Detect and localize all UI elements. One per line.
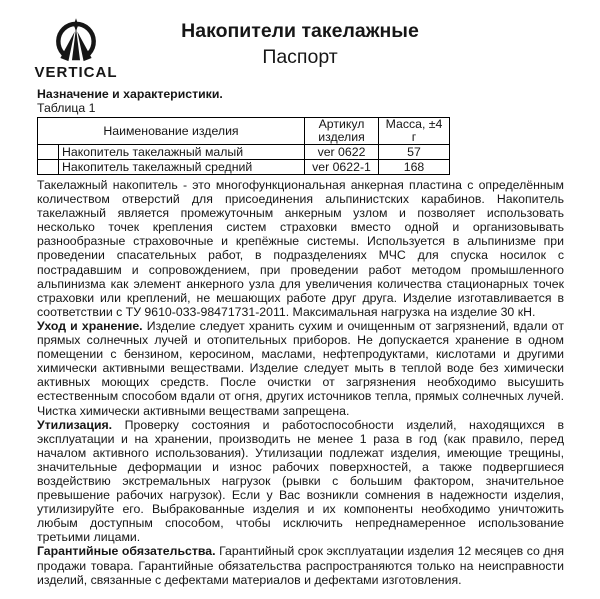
purpose-body: Такелажный накопитель - это многофункциональная анкерная пластина с определённым количеством отверстий для присоединения альпинистских карабинов. Накопитель такелажный является промежуточным анкерным узлом и позволяет использовать несколько точек крепления систем страховки вместо одной и организовывать разнообразные страховочные и крепёжные системы. Используется в альпинизме при проведении спасательных работ, в подразделениях МЧС для спуска носилок с пострадавшим и сопровождением, при проведении работ методом промышленного альпинизма как элемент анкерного узла для увеличения количества стационарных точек страховки или креплений, не мешающих работе друг друга. Изделие изготавливается в соответствии с ТУ 9610-033-98471731-2011. Максимальная нагрузка на изделие 30 кН.	[37, 178, 564, 319]
purpose-paragraph	[37, 178, 564, 319]
brand-name: VERTICAL	[34, 64, 118, 81]
care-body: Изделие следует хранить сухим и очищенным от загрязнений, вдали от прямых солнечных лучей и отопительных приборов. Не допускается хранение в одном помещении с бензином, керосином, маслами, нефтепродуктами, кислотами и другими химически активными веществами. Изделие следует мыть в теплой воде без химически активных моющих средств. После очистки от загрязнения необходимо высушить естественным способом вдали от огня, других источников тепла, прямых солнечных лучей. Чистка химически активными веществами запрещена.	[37, 318, 564, 418]
col-header-mass: Масса, ±4 г	[379, 118, 450, 145]
table-caption: Таблица 1	[37, 101, 96, 115]
product-article: ver 0622	[305, 145, 379, 160]
product-mass: 57	[379, 145, 450, 160]
col-header-name: Наименование изделия	[38, 118, 305, 145]
document-content	[0, 87, 600, 587]
products-table	[37, 117, 450, 175]
disposal-lead: Утилизация.	[37, 417, 113, 432]
care-lead: Уход и хранение.	[37, 318, 143, 333]
table-row	[38, 160, 450, 175]
document-subtitle: Паспорт	[262, 46, 338, 68]
product-name: Накопитель такелажный малый	[59, 145, 305, 160]
disposal-paragraph	[37, 418, 564, 545]
title-block	[0, 18, 600, 70]
product-article: ver 0622-1	[305, 160, 379, 175]
warranty-body: Гарантийный срок эксплуатации изделия 12 месяцев со дня продажи товара. Гарантийные обязательства распространяются только на неисправности изделий, связанные с дефектами материалов и дефектами изготовления.	[37, 544, 564, 587]
document-title: Накопители такелажные	[181, 20, 419, 42]
table-row	[38, 145, 450, 160]
body-text	[37, 178, 564, 587]
product-name: Накопитель такелажный средний	[59, 160, 305, 175]
disposal-body: Проверку состояния и работоспособности изделий, находящихся в эксплуатации и на хранении, производить не менее 1 раза в год (как правило, перед началом активного использования). Утилизации подлежат изделия, имеющие трещины, значительные деформации и износ рабочих поверхностей, а также подвергшиеся воздействию экстремальных нагрузок (рывки с большим фактором, значительное превышение рабочих нагрузок). Если у Вас возникли сомнения в надежности изделия, утилизируйте его. Выбракованные изделия и их компоненты необходимо уничтожить любым доступным способом, чтобы исключить непреднамеренное использование третьими лицами.	[37, 417, 564, 545]
row-index-cell	[38, 160, 59, 175]
warranty-lead: Гарантийные обязательства.	[37, 544, 216, 559]
document-header	[0, 0, 600, 87]
warranty-paragraph	[37, 544, 564, 586]
col-header-article: Артикул изделия	[305, 118, 379, 145]
product-mass: 168	[379, 160, 450, 175]
table-header-row	[38, 118, 450, 145]
care-paragraph	[37, 319, 564, 418]
row-index-cell	[38, 145, 59, 160]
purpose-heading: Назначение и характеристики.	[37, 87, 223, 101]
